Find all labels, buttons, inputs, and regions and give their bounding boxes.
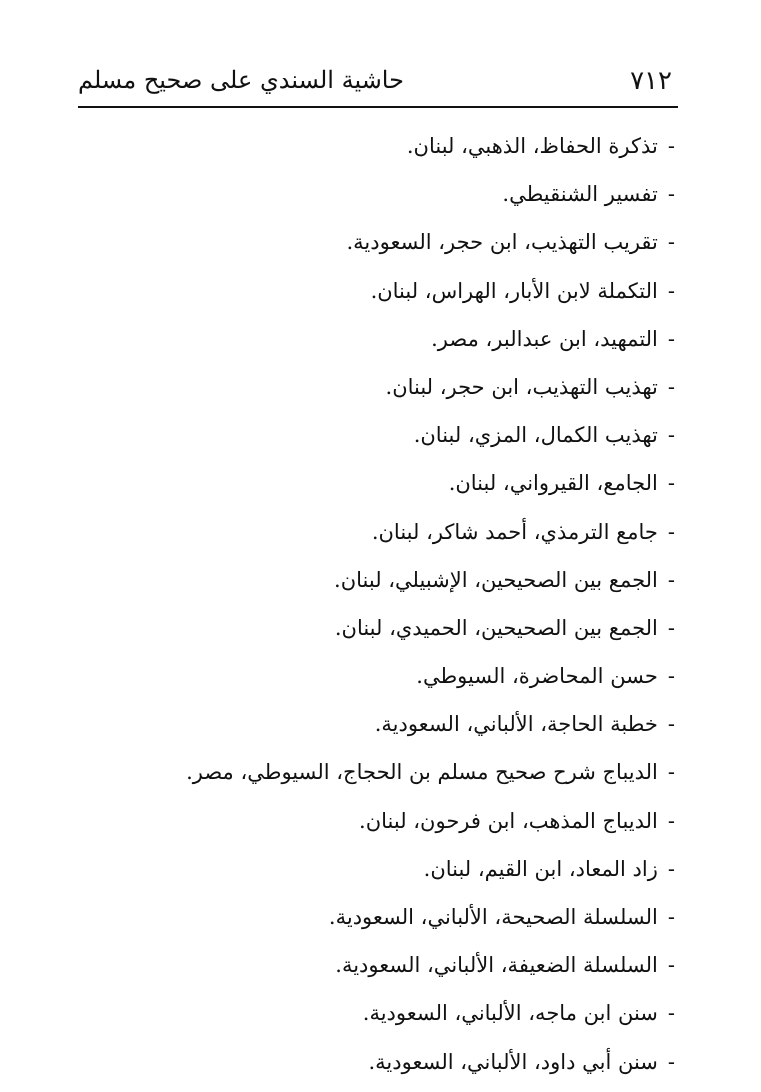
list-item	[115, 893, 675, 941]
list-item	[115, 941, 675, 989]
list-dash: -	[667, 615, 675, 640]
list-item	[115, 700, 675, 748]
list-item	[115, 508, 675, 556]
list-item	[115, 459, 675, 507]
header-rule	[78, 106, 678, 108]
entry-text: التكملة لابن الأبار، الهراس، لبنان.	[370, 278, 658, 303]
list-dash: -	[667, 374, 675, 399]
entry-text: حسن المحاضرة، السيوطي.	[416, 664, 658, 689]
entry-text: جامع الترمذي، أحمد شاكر، لبنان.	[371, 519, 658, 544]
list-dash: -	[667, 471, 675, 496]
list-item	[115, 604, 675, 652]
list-dash: -	[667, 760, 675, 785]
list-dash: -	[667, 423, 675, 448]
list-item	[115, 218, 675, 266]
list-item	[115, 845, 675, 893]
list-dash: -	[667, 856, 675, 881]
entry-text: تفسير الشنقيطي.	[502, 182, 658, 207]
page-number: ٧١٢	[630, 66, 672, 96]
list-item	[115, 652, 675, 700]
entry-text: تذكرة الحفاظ، الذهبي، لبنان.	[406, 134, 658, 158]
entry-text: التمهيد، ابن عبدالبر، مصر.	[431, 326, 658, 351]
entry-text: الديباج المذهب، ابن فرحون، لبنان.	[359, 808, 658, 833]
list-item	[115, 989, 675, 1037]
running-title: حاشية السندي على صحيح مسلم	[78, 66, 404, 94]
list-item	[115, 797, 675, 845]
entry-text: تقريب التهذيب، ابن حجر، السعودية.	[346, 230, 658, 255]
entry-text: خطبة الحاجة، الألباني، السعودية.	[374, 712, 658, 737]
list-dash: -	[667, 567, 675, 592]
list-dash: -	[667, 1001, 675, 1026]
list-item	[115, 363, 675, 411]
list-dash: -	[667, 519, 675, 544]
list-dash: -	[667, 278, 675, 303]
list-item	[115, 411, 675, 459]
list-item	[115, 267, 675, 315]
list-item	[115, 1038, 675, 1086]
list-dash: -	[667, 664, 675, 689]
list-dash: -	[667, 230, 675, 255]
list-item	[115, 556, 675, 604]
list-dash: -	[667, 182, 675, 207]
entry-text: الديباج شرح صحيح مسلم بن الحجاج، السيوطي، مصر.	[186, 760, 658, 785]
entry-text: زاد المعاد، ابن القيم، لبنان.	[423, 856, 658, 881]
entry-text: السلسلة الصحيحة، الألباني، السعودية.	[328, 905, 658, 929]
reference-list	[115, 122, 675, 1086]
entry-text: الجامع، القيرواني، لبنان.	[448, 471, 658, 496]
entry-text: السلسلة الضعيفة، الألباني، السعودية.	[335, 953, 658, 978]
list-dash: -	[667, 905, 675, 929]
list-dash: -	[667, 808, 675, 833]
entry-text: تهذيب الكمال، المزي، لبنان.	[413, 423, 658, 448]
list-item	[115, 122, 675, 170]
list-dash: -	[667, 134, 675, 158]
list-dash: -	[667, 1049, 675, 1074]
list-dash: -	[667, 953, 675, 978]
list-item	[115, 170, 675, 218]
entry-text: تهذيب التهذيب، ابن حجر، لبنان.	[385, 374, 658, 399]
page-header	[78, 62, 678, 106]
list-dash: -	[667, 326, 675, 351]
list-item	[115, 315, 675, 363]
entry-text: الجمع بين الصحيحين، الحميدي، لبنان.	[334, 615, 658, 640]
list-item	[115, 748, 675, 796]
entry-text: سنن ابن ماجه، الألباني، السعودية.	[362, 1001, 658, 1026]
list-dash: -	[667, 712, 675, 737]
entry-text: سنن أبي داود، الألباني، السعودية.	[368, 1049, 658, 1074]
entry-text: الجمع بين الصحيحين، الإشبيلي، لبنان.	[334, 567, 658, 592]
